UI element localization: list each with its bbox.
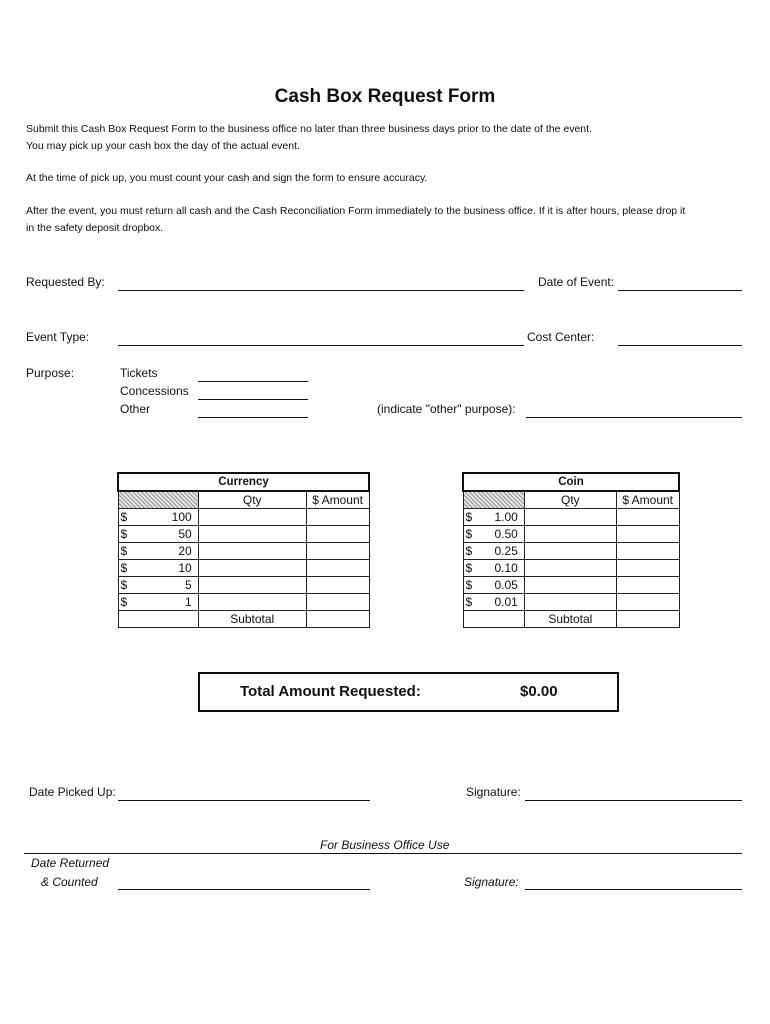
denomination-cell: $ 10 [118, 560, 198, 577]
purpose-label: Purpose: [26, 366, 75, 380]
table-row [118, 577, 369, 594]
amount-cell[interactable] [306, 560, 369, 577]
purpose-option-concessions: Concessions [120, 384, 189, 398]
date-returned-label-line1: Date Returned [31, 856, 110, 870]
qty-cell[interactable] [198, 577, 306, 594]
pickup-signature-field[interactable] [525, 800, 742, 801]
denomination-cell: $ 5 [118, 577, 198, 594]
pickup-signature-label: Signature: [466, 785, 521, 799]
qty-cell[interactable] [524, 543, 616, 560]
page-title: Cash Box Request Form [274, 86, 496, 107]
instruction-line: You may pick up your cash box the day of the actual event. [26, 139, 300, 152]
coin-subtotal-value[interactable] [616, 611, 679, 628]
office-signature-field[interactable] [525, 889, 742, 890]
purpose-option-other: Other [120, 402, 151, 416]
concessions-field[interactable] [198, 399, 308, 400]
table-row [463, 526, 679, 543]
amount-cell[interactable] [616, 577, 679, 594]
table-row [463, 543, 679, 560]
instruction-line: in the safety deposit dropbox. [26, 221, 164, 234]
currency-table [117, 472, 370, 628]
qty-cell[interactable] [524, 526, 616, 543]
table-row [118, 560, 369, 577]
other-purpose-field[interactable] [526, 417, 742, 418]
qty-cell[interactable] [198, 560, 306, 577]
amount-cell[interactable] [306, 526, 369, 543]
date-of-event-label: Date of Event: [538, 275, 615, 289]
date-of-event-field[interactable] [618, 290, 742, 291]
subtotal-blank [118, 611, 198, 628]
qty-cell[interactable] [198, 543, 306, 560]
instruction-line: At the time of pick up, you must count your cash and sign the form to ensure accuracy. [26, 172, 428, 184]
instructions-paragraph-2 [26, 170, 746, 187]
total-amount-label: Total Amount Requested: [240, 683, 421, 700]
currency-qty-header: Qty [198, 491, 306, 509]
office-use-heading: For Business Office Use [320, 838, 450, 852]
instruction-line: Submit this Cash Box Request Form to the business office no later than three business days prior to the date of the event. [26, 123, 592, 135]
coin-table [462, 472, 680, 628]
qty-cell[interactable] [198, 526, 306, 543]
coin-header-hatch [463, 491, 524, 509]
office-use-divider [24, 853, 742, 854]
table-row [463, 594, 679, 611]
currency-subtotal-label: Subtotal [198, 611, 306, 628]
coin-qty-header: Qty [524, 491, 616, 509]
date-picked-up-field[interactable] [118, 800, 370, 801]
date-returned-label-line2: & Counted [41, 875, 98, 889]
table-row [118, 594, 369, 611]
office-signature-label: Signature: [464, 875, 519, 889]
denomination-cell: $ 20 [118, 543, 198, 560]
denomination-cell: $ 100 [118, 509, 198, 526]
qty-cell[interactable] [198, 509, 306, 526]
table-row [463, 509, 679, 526]
instruction-line: After the event, you must return all cash and the Cash Reconciliation Form immediately to the business office. If it is after hours, please drop it [26, 205, 686, 217]
currency-subtotal-value[interactable] [306, 611, 369, 628]
purpose-option-tickets: Tickets [120, 366, 158, 380]
amount-cell[interactable] [616, 594, 679, 611]
currency-amount-header: $ Amount [306, 491, 369, 509]
amount-cell[interactable] [616, 543, 679, 560]
date-picked-up-label: Date Picked Up: [29, 785, 116, 799]
requested-by-field[interactable] [118, 290, 524, 291]
amount-cell[interactable] [306, 594, 369, 611]
table-row [118, 543, 369, 560]
denomination-cell: $ 0.10 [463, 560, 524, 577]
qty-cell[interactable] [524, 560, 616, 577]
denomination-cell: $ 1.00 [463, 509, 524, 526]
table-row [118, 509, 369, 526]
denomination-cell: $ 0.01 [463, 594, 524, 611]
table-row [118, 526, 369, 543]
cost-center-field[interactable] [618, 345, 742, 346]
event-type-field[interactable] [118, 345, 524, 346]
instructions-paragraph-1 [26, 121, 746, 154]
amount-cell[interactable] [616, 560, 679, 577]
denomination-cell: $ 1 [118, 594, 198, 611]
qty-cell[interactable] [524, 594, 616, 611]
coin-subtotal-label: Subtotal [524, 611, 616, 628]
event-type-label: Event Type: [26, 330, 90, 344]
instructions-paragraph-3 [26, 203, 746, 236]
coin-table-title: Coin [463, 473, 679, 491]
amount-cell[interactable] [616, 526, 679, 543]
total-amount-box [198, 672, 619, 712]
amount-cell[interactable] [616, 509, 679, 526]
denomination-cell: $ 0.50 [463, 526, 524, 543]
qty-cell[interactable] [524, 577, 616, 594]
date-returned-field[interactable] [118, 889, 370, 890]
qty-cell[interactable] [524, 509, 616, 526]
amount-cell[interactable] [306, 543, 369, 560]
qty-cell[interactable] [198, 594, 306, 611]
other-purpose-label: (indicate "other" purpose): [377, 402, 516, 416]
denomination-cell: $ 0.25 [463, 543, 524, 560]
subtotal-blank [463, 611, 524, 628]
denomination-cell: $ 50 [118, 526, 198, 543]
currency-table-title: Currency [118, 473, 369, 491]
denomination-cell: $ 0.05 [463, 577, 524, 594]
currency-header-hatch [118, 491, 198, 509]
other-field[interactable] [198, 417, 308, 418]
table-row [463, 577, 679, 594]
amount-cell[interactable] [306, 509, 369, 526]
tickets-field[interactable] [198, 381, 308, 382]
total-amount-value: $0.00 [520, 683, 558, 700]
cost-center-label: Cost Center: [527, 330, 595, 344]
requested-by-label: Requested By: [26, 275, 105, 289]
coin-amount-header: $ Amount [616, 491, 679, 509]
amount-cell[interactable] [306, 577, 369, 594]
table-row [463, 560, 679, 577]
